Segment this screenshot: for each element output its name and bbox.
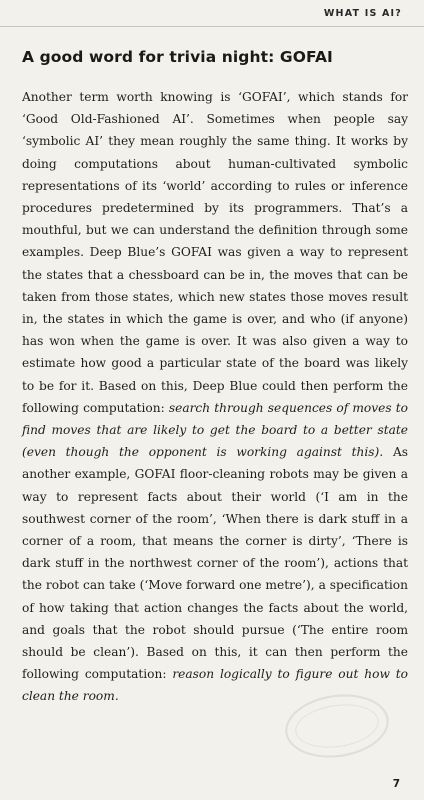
header-divider	[0, 26, 424, 27]
paragraph-italic-2: reason logically to figure out how to clean the room.	[22, 667, 408, 704]
running-head: WHAT IS AI?	[323, 8, 402, 19]
body-paragraph	[22, 86, 408, 708]
paragraph-text-2: . As another example, GOFAI floor-cleaning robots may be given a way to represent facts about their world (‘I am in the southwest corner of the room’, ‘When there is dark stuff in a corner of a room, that means the corner is dirty’, ‘There is dark stuff in the northwest corner of the room’), actions that the robot can take (‘Move forward one metre’), a specification of how taking that action changes the facts about the world, and goals that the robot should pursue (‘The entire room should be clean’). Based on this, it can then perform the following computation:	[22, 445, 409, 682]
section-title: A good word for trivia night: GOFAI	[22, 48, 333, 66]
page-number: 7	[392, 778, 400, 790]
paragraph-italic-1: search through sequences of moves to find moves that are likely to get the board to a better state (even though the opponent is working against this)	[22, 400, 408, 460]
paragraph-text-1: Another term worth knowing is ‘GOFAI’, which stands for ‘Good Old-Fashioned AI’. Sometimes when people say ‘symbolic AI’ they mean roughly the same thing. It works by doing computations about human-cultivated symbolic representations of its ‘world’ according to rules or inference procedures predetermined by its programmers. That’s a mouthful, but we can understand the definition through some examples. Deep Blue’s GOFAI was given a way to represent the states that a chessboard can be in, the moves that can be taken from those states, which new states those moves result in, the states in which the game is over, and who (if anyone) has won when the game is over. It was also given a way to estimate how good a particular state of the board was likely to be for it. Based on this, Deep Blue could then perform the following computation:	[22, 90, 408, 415]
